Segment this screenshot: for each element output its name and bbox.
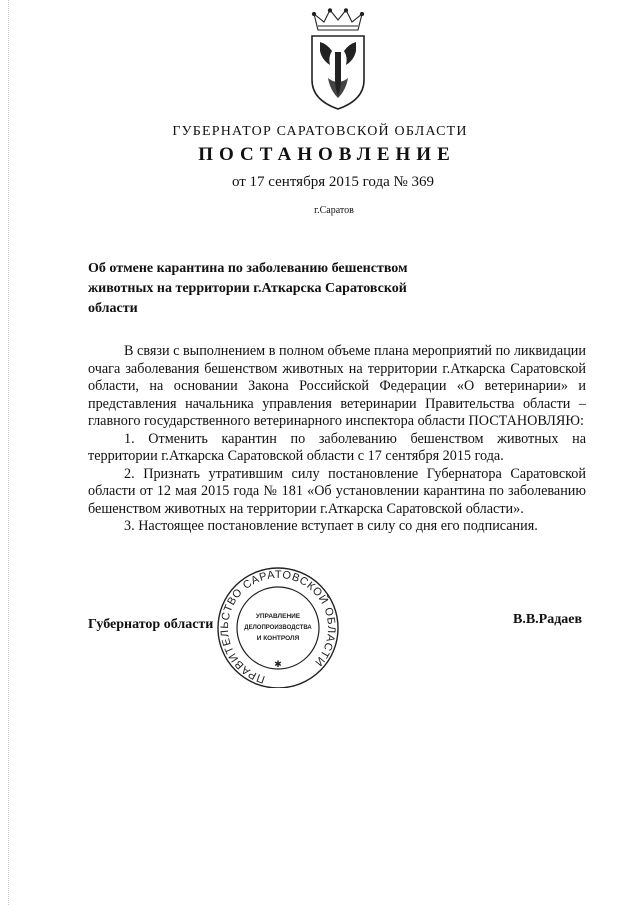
coat-of-arms-icon <box>298 8 378 112</box>
body-item-2: 2. Признать утратившим силу постановление Губернатора Саратовской области от 12 мая 2015 года № 181 «Об установлении карантина по заболеванию бешенством животных на территории г.Аткарска Саратовской области». <box>88 465 586 517</box>
document-city: г.Саратов <box>314 205 354 216</box>
governor-title: ГУБЕРНАТОР САРАТОВСКОЙ ОБЛАСТИ <box>172 124 468 139</box>
body-intro-paragraph: В связи с выполнением в полном объеме плана мероприятий по ликвидации очага заболевания бешенством животных на территории г.Аткарска Саратовской области, на основании Закона Российской Федерации «О ветеринарии» и представления начальника управления ветеринарии Правительства области – главного государственного ветеринарного инспектора области ПОСТАНОВЛЯЮ: <box>88 343 586 429</box>
official-stamp <box>214 566 342 688</box>
body-item-3: 3. Настоящее постановление вступает в силу со дня его подписания. <box>124 518 538 534</box>
document-subject: Об отмене карантина по заболеванию бешенством животных на территории г.Аткарска Саратовской области <box>88 261 408 316</box>
document-type: ПОСТАНОВЛЕНИЕ <box>198 144 456 165</box>
document-date-number: от 17 сентября 2015 года № 369 <box>231 174 435 190</box>
document-body <box>88 343 586 536</box>
stamp-line-2: ДЕЛОПРОИЗВОДСТВА <box>244 625 312 631</box>
signature-label: Губернатор области <box>88 617 214 632</box>
stamp-outer-text: ПРАВИТЕЛЬСТВО САРАТОВСКОЙ ОБЛАСТИ <box>218 568 338 686</box>
body-item-1: 1. Отменить карантин по заболеванию бешенством животных на территории г.Аткарска Саратовской области с 17 сентября 2015 года. <box>88 430 586 464</box>
stamp-line-3: И КОНТРОЛЯ <box>256 635 300 642</box>
stamp-line-1: УПРАВЛЕНИЕ <box>255 613 301 620</box>
signature-name: В.В.Радаев <box>513 612 583 627</box>
stamp-star-icon: ✱ <box>274 660 282 670</box>
